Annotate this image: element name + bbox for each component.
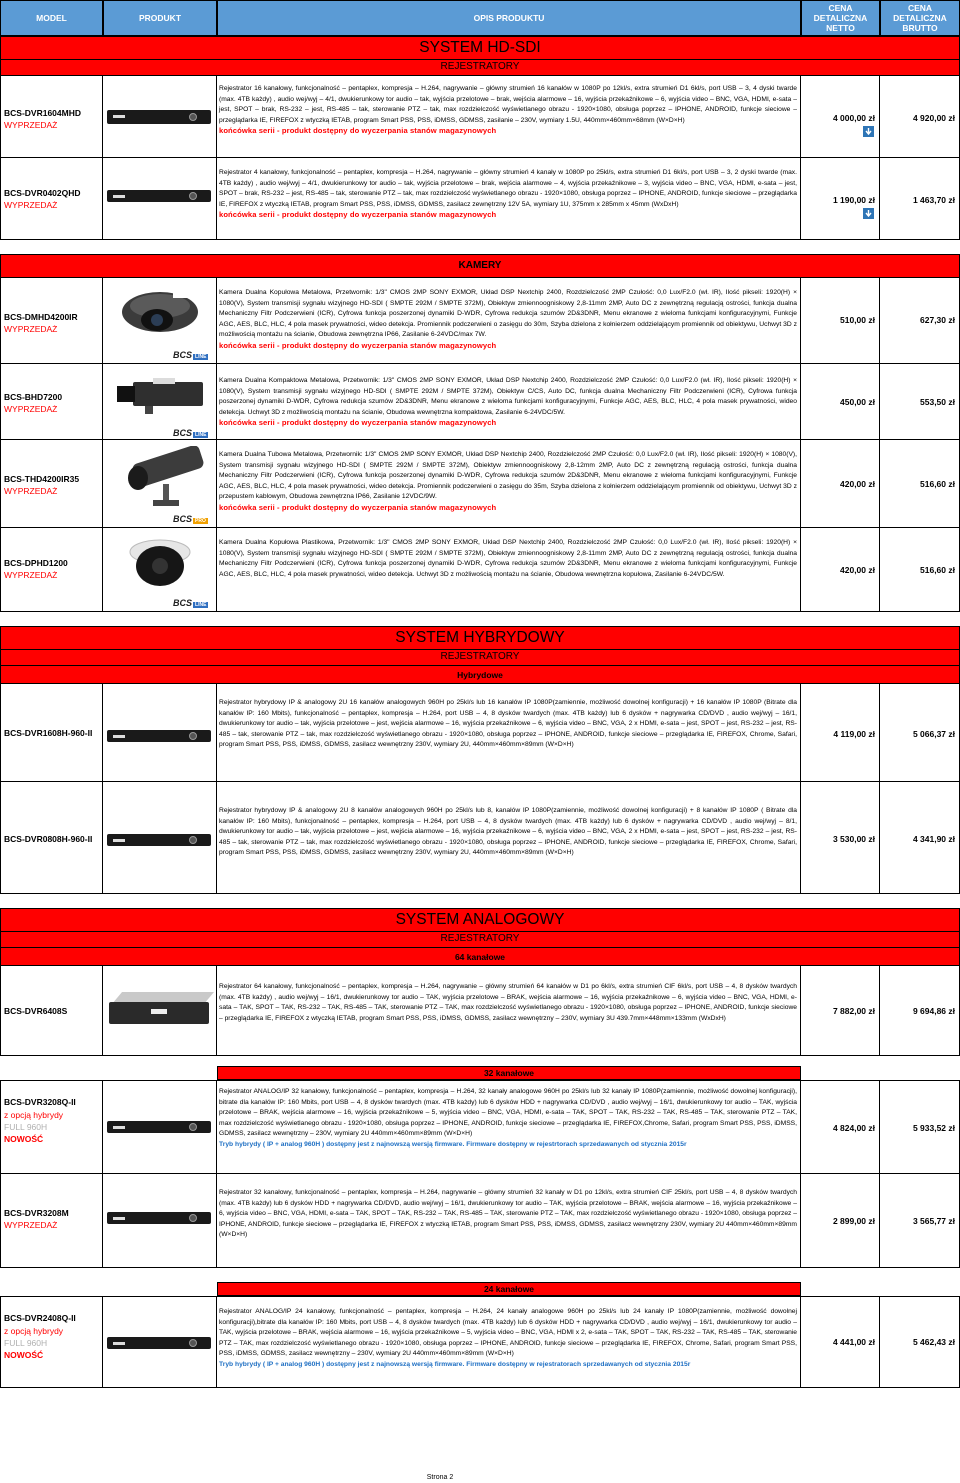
price-netto-cell xyxy=(801,528,880,612)
page-number: Strona 2 xyxy=(426,1474,454,1481)
section-title: SYSTEM HD-SDI xyxy=(419,39,541,56)
section-hd-sdi xyxy=(0,36,960,60)
model-name: BCS-DVR3208Q-II xyxy=(4,1097,76,1107)
status-badge: WYPRZEDAŻ xyxy=(4,570,58,580)
model-cell xyxy=(0,364,103,440)
bcs-logo: BCS PRO xyxy=(173,514,206,524)
price-brutto: 3 565,77 zł xyxy=(912,1216,955,1226)
price-netto: 4 824,00 zł xyxy=(832,1123,875,1133)
header-netto: CENA DETALICZNA NETTO xyxy=(801,0,880,36)
header-model: MODEL xyxy=(0,0,103,36)
new-badge: NOWOŚĆ xyxy=(4,1134,44,1144)
status-badge: WYPRZEDAŻ xyxy=(4,404,58,414)
product-image-cell xyxy=(103,1174,217,1268)
description-cell xyxy=(217,278,801,364)
status-badge: WYPRZEDAŻ xyxy=(4,120,58,130)
table-row xyxy=(0,782,960,894)
price-netto-cell xyxy=(801,278,880,364)
table-row xyxy=(0,684,960,782)
price-brutto: 5 066,37 zł xyxy=(912,729,955,739)
table-row xyxy=(0,440,960,528)
price-brutto: 516,60 zł xyxy=(920,565,955,575)
table-row xyxy=(0,278,960,364)
table-row xyxy=(0,1080,960,1174)
description-cell xyxy=(217,528,801,612)
product-image-cell xyxy=(103,684,217,782)
category-bar: 64 kanałowe xyxy=(0,948,960,966)
product-image-cell xyxy=(103,364,217,440)
product-image-cell xyxy=(103,528,217,612)
category-bar: 32 kanałowe xyxy=(217,1066,801,1080)
model-cell xyxy=(0,158,103,240)
table-header xyxy=(0,0,960,36)
model-name: BCS-DVR1604MHD xyxy=(4,108,81,118)
promo-text: końcówka serii - produkt dostępny do wyczerpania stanów magazynowych xyxy=(219,502,497,512)
product-image-cell xyxy=(103,1297,217,1388)
dvr-image xyxy=(107,110,211,124)
dome-camera-image xyxy=(115,284,205,346)
price-brutto: 553,50 zł xyxy=(920,397,955,407)
promo-text: końcówka serii - produkt dostępny do wyczerpania stanów magazynowych xyxy=(219,126,497,136)
hybrid-badge: z opcją hybrydy xyxy=(4,1110,64,1120)
tube-camera-image xyxy=(113,446,208,512)
model-cell xyxy=(0,278,103,364)
description-cell xyxy=(217,782,801,894)
description-cell xyxy=(217,440,801,528)
description-cell xyxy=(217,1297,801,1388)
product-description: Rejestrator hybrydowy IP & analogowy 2U 8 kanałów analogowych 960H po 25kl/s lub 8, kanałów IP 1080P(zamiennie, możliwość dowolnej konfiguracji) + 8 kanałów IP 1080P ( Bitrate dla kanałów IP: 160 Mbits), funkcjonalność – pentaplex, kompresja – H.264, port USB – 4, 8 dysków twardych (max. 4TB każdy) lub 6 dysków + nagrywarka CD/DVD , audio wej/wyj – 8/1, dwukierunkowy tor audio – tak, wyjścia przelotowe – jest, wejścia alarmowe – 16, wyjścia przekaźnikowe – 6, wyjścia video – BNC, VGA, 2 x HDMI, e-sata – jest, SPOT – jest, RS-232 – jest, RS-485 – tak, sterowanie PTZ – tak, max rozdzielczość wyświetlanego obrazu - 1920×1080, obsługa poprzez – IPHONE, ANDROID, funkcje sieciowe – przeglądarka IE, FIREFOX, Chrome, Safari, program Smart PSS, PSS, iDMSS, GDMSS, zasilacz wewnętrzny 230V, wymiary 2U, 440mm×460mm×89mm (W×D×H) xyxy=(219,807,797,857)
description-cell xyxy=(217,1174,801,1268)
table-row xyxy=(0,528,960,612)
new-badge: NOWOŚĆ xyxy=(4,1350,44,1360)
bcs-logo: BCS LINE xyxy=(173,598,207,608)
model-cell xyxy=(0,1297,103,1388)
price-netto-cell xyxy=(801,1297,880,1388)
price-netto: 4 119,00 zł xyxy=(833,729,875,739)
description-cell xyxy=(217,1081,801,1174)
description-cell xyxy=(217,364,801,440)
model-name: BCS-DVR0808H-960-II xyxy=(4,834,93,844)
model-name: BCS-DVR6408S xyxy=(4,1006,68,1016)
product-image-cell xyxy=(103,278,217,364)
bcs-logo: BCS LINE xyxy=(173,428,207,438)
download-icon[interactable] xyxy=(863,126,874,137)
model-cell xyxy=(0,528,103,612)
category-bar: 24 kanałowe xyxy=(217,1282,801,1296)
dome-camera-plastic-image xyxy=(125,534,195,592)
price-netto: 450,00 zł xyxy=(840,397,875,407)
product-description: Kamera Dualna Kompaktowa Metalowa, Przetwornik: 1/3" CMOS 2MP SONY EXMOR, Układ DSP Nextchip 2400, Rozdzielczość 2MP Czułość: 0,0 Lux/F2.0 (wł. IR), Ilość pikseli: 1920(H) × 1080(V), System transmisji sygnału wizyjnego HD-SDI ( SMPTE 292M / SMPTE 372M), Obiektyw C/CS, Auto DC, funkcja dualna Mechaniczny Filtr Podczerwieni (ICR), Cyfrowa funkcja poszerzonej dynamiki D-WDR, Cyfrowa redukcja szumów 2D&3DNR, Menu ekranowe z wieloma funkcjami konfiguracyjnymi, Funkcje AGC, AES, BLC, HLC, 4 pola masek prywatności, wideo detekcja. Uchwyt 3D z możliwością montażu na ścianie, Obudowa wewnętrzna kompaktowa, Zasilanie 6-24VDC/5W. końcówka serii - produkt dostępny do wyczerpania stanów magazynowych xyxy=(219,377,797,428)
price-netto: 7 882,00 zł xyxy=(832,1006,875,1016)
model-cell xyxy=(0,1174,103,1268)
section-kamery: KAMERY xyxy=(0,254,960,278)
product-description: Rejestrator 32 kanałowy, funkcjonalność – pentaplex, kompresja – H.264, nagrywanie – główny strumień 32 kanały w D1 po 12kl/s, extra strumień CIF 25kl/s, port USB – 4, 8 dysków twardych (max. 4TB każdy) lub 6 dysków HDD + nagrywarka CD/DVD, audio wej/wyj – 16/1, dwukierunkowy tor audio – TAK, wyjścia przelotowe – BRAK, wejścia alarmowe – 16, wyjścia przekaźnikowe – 6, wyjścia video – BNC, VGA, HDMI, e-sata – TAK, SPOT – TAK, RS-232 – TAK, RS-485 – TAK, sterowanie PTZ – TAK, max rozdzielczość wyświetlanego obrazu - 1920×1080, obsługa poprzez – IPHONE, ANDROID, funkcje sieciowe – przeglądarka IE, FIREFOX z wtyczką IETAB, program Smart PSS, PSS, iDMSS, GDMSS, zasilacz wewnętrzny 230V, wymiary 2U 440mm×460mm×89mm (W×D×H) xyxy=(219,1189,797,1239)
price-brutto-cell xyxy=(880,440,960,528)
model-name: BCS-DMHD4200IR xyxy=(4,312,78,322)
price-netto-cell xyxy=(801,1081,880,1174)
section-subtitle: REJESTRATORY xyxy=(0,932,960,948)
header-description: OPIS PRODUKTU xyxy=(217,0,801,36)
firmware-note: Tryb hybrydy ( IP + analog 960H ) dostępny jest z najnowszą wersją firmware. Firmware dostępny w rejestrtorach sprzedawanych od stycznia 2015r xyxy=(219,1140,687,1148)
table-row xyxy=(0,1296,960,1388)
table-row xyxy=(0,158,960,240)
price-netto: 2 899,00 zł xyxy=(832,1216,875,1226)
status-badge: WYPRZEDAŻ xyxy=(4,486,58,496)
model-cell xyxy=(0,684,103,782)
table-row xyxy=(0,966,960,1056)
description-cell xyxy=(217,966,801,1056)
header-product: PRODUKT xyxy=(103,0,217,36)
table-row xyxy=(0,76,960,158)
price-brutto-cell xyxy=(880,782,960,894)
price-brutto: 1 463,70 zł xyxy=(912,195,955,205)
price-brutto: 9 694,86 zł xyxy=(912,1006,955,1016)
price-brutto-cell xyxy=(880,278,960,364)
model-cell xyxy=(0,440,103,528)
price-netto-cell xyxy=(801,440,880,528)
model-name: BCS-DVR1608H-960-II xyxy=(4,728,93,738)
description-cell xyxy=(217,158,801,240)
model-cell xyxy=(0,76,103,158)
price-brutto-cell xyxy=(880,364,960,440)
price-netto: 420,00 zł xyxy=(840,479,875,489)
price-netto: 3 530,00 zł xyxy=(832,834,875,844)
product-description: Rejestrator 16 kanałowy, funkcjonalność – pentaplex, kompresja – H.264, nagrywanie – główny strumień 16 kanałów w 1080P po 12kl/s, extra strumień D1 6kl/s, port USB – 3, 4 dyski twarde (max. 4TB każdy) , audio wej/wyj – 4/1, dwukierunkowy tor audio – tak, wyjścia przelotowe – brak, wejścia alarmowe – 16, wyjścia przekaźnikowe – 6, wyjścia video – BNC, VGA, HDMI, e-sata – jest, SPOT – brak, RS-232 – jest, RS-485 – tak, sterowanie PTZ – tak, max rozdzielczość wyświetlanego obrazu - 1920×1080, obsługa poprzez – IPHONE, ANDROID, funkcje sieciowe – przeglądarka IE, FIREFOX z wtyczką IETAB, program Smart PSS, PSS, iDMSS, GDMSS, zasilanie – 230V, wymiary 1.5U, 440mm×460mm×68mm (W×D×H) końcówka serii - produkt dostępny do wyczerpania stanów magazynowych xyxy=(219,85,797,136)
price-netto: 420,00 zł xyxy=(840,565,875,575)
price-brutto-cell xyxy=(880,1081,960,1174)
dvr-3u-image xyxy=(109,992,209,1026)
price-brutto-cell xyxy=(880,158,960,240)
status-badge: WYPRZEDAŻ xyxy=(4,200,58,210)
model-cell xyxy=(0,1081,103,1174)
promo-text: końcówka serii - produkt dostępny do wyczerpania stanów magazynowych xyxy=(219,210,497,220)
product-description: Kamera Dualna Tubowa Metalowa, Przetwornik: 1/3" CMOS 2MP SONY EXMOR, Układ DSP Nextchip 2400, Rozdzielczość 2MP Czułość: 0,0 Lux/F2.0 (wł. IR), Ilość pikseli: 1920(H) × 1080(V), System transmisji sygnału wizyjnego HD-SDI ( SMPTE 292M / SMPTE 372M), Obiektyw zmiennoogniskowy 2,8-12mm 2MP, Auto DC z zewnętrzną regulacją ostrości, funkcja dualna Mechaniczny Filtr Podczerwieni (ICR), Cyfrowa funkcja poszerzonej dynamiki D-WDR, Cyfrowa redukcja szumów 2D&3DNR, Menu ekranowe z wieloma funkcjami konfiguracyjnymi, Funkcje AGC, AES, BLC, HLC, 4 pola masek prywatności, wideo detekcja. Promiennik podczerwieni o zasięgu do 35m, Szyba dzielona z kołnierzem oddzielającym promiennik od obiektywu, Uchwyt 3D z przepustem kablowym, Obudowa zewnętrzna IP66, Zasilanie 12VDC/9W. końcówka serii - produkt dostępny do wyczerpania stanów magazynowych xyxy=(219,451,797,512)
description-cell xyxy=(217,684,801,782)
dvr-image xyxy=(107,1121,211,1133)
description-cell xyxy=(217,76,801,158)
section-analog xyxy=(0,908,960,932)
product-description: Rejestrator 64 kanałowy, funkcjonalność – pentaplex, kompresja – H.264, nagrywanie – główny strumień 64 kanałów w D1 po 6kl/s, extra strumień CIF 6kl/s, port USB – 4, 8 dysków twardych (max. 4TB każdy) , audio wej/wyj – 16/1, dwukierunkowy tor audio – TAK, wyjścia przelotowe – BRAK, wejścia alarmowe – 16, wyjścia przekaźnikowe – 6, wyjścia video – BNC, VGA, HDMI, e-sata – TAK, SPOT – TAK, RS-232 – TAK, RS-485 – TAK, sterowanie PTZ – TAK, max rozdzielczość wyświetlanego obrazu - 1920×1080, obsługa poprzez – IPHONE, ANDROID, funkcje sieciowe – przeglądarka IE, FIREFOX z wtyczką IETAB, program Smart PSS, PSS, iDMSS, GDMSS, zasilacz wewnętrzny – 230V, wymiary 3U 439.7mm×448mm×133mm (WxDxH) xyxy=(219,983,797,1022)
product-image-cell xyxy=(103,440,217,528)
box-camera-image xyxy=(115,376,207,416)
price-brutto: 5 462,43 zł xyxy=(912,1337,955,1347)
model-name: BCS-BHD7200 xyxy=(4,392,63,402)
product-image-cell xyxy=(103,158,217,240)
model-cell xyxy=(0,966,103,1056)
price-brutto: 4 341,90 zł xyxy=(912,834,955,844)
price-brutto: 5 933,52 zł xyxy=(912,1123,955,1133)
price-netto-cell xyxy=(801,158,880,240)
model-name: BCS-DVR3208M xyxy=(4,1208,69,1218)
table-row xyxy=(0,1174,960,1268)
product-description: Rejestrator hybrydowy IP & analogowy 2U 16 kanałów analogowych 960H po 25kl/s lub 16 kanałów IP 1080P(zamiennie, możliwość dowolnej konfiguracji) + 16 kanałów IP 1080P (Bitrate dla kanałów IP: 160 Mbits), funkcjonalność – pentaplex, kompresja – H.264, port USB – 4, 8 dysków twardych (max. 4TB każdy) lub 6 dysków + nagrywarka CD/DVD , audio wej/wyj – 16/1, dwukierunkowy tor audio – tak, wyjścia przelotowe – jest, wejścia alarmowe – 16, wyjścia przekaźnikowe – 6, wyjścia video – BNC, VGA, 2 x HDMI, e-sata – jest, SPOT – jest, RS-232 – jest, RS-485 – tak, sterowanie PTZ – tak, max rozdzielczość wyświetlanego obrazu - 1920×1080, obsługa poprzez – IPHONE, ANDROID, funkcje sieciowe – przeglądarka IE, FIREFOX, Chrome, Safari, program Smart PSS, PSS, iDMSS, GDMSS, zasilacz wewnętrzny 230V, wymiary 2U, 440mm×460mm×89mm (W×D×H) xyxy=(219,699,797,749)
section-subtitle: REJESTRATORY xyxy=(0,650,960,666)
product-description: Rejestrator 4 kanałowy, funkcjonalność – pentaplex, kompresja – H.264, nagrywanie – główny strumień 4 kanały w 1080P po 25kl/s, extra strumień D1 6kl/s, port USB – 3, 2 dyski twarde (max. 4TB każdy) , audio wej/wyj – 4/1, dwukierunkowy tor audio – tak, wyjścia przelotowe – brak, wejścia alarmowe – 4, wyjścia przekaźnikowe – 3, wyjścia video – BNC, VGA, HDMI, e-sata – jest, SPOT – brak, RS-232 – jest, RS-485 – tak, sterowanie PTZ – tak, max rozdzielczość wyświetlanego obrazu - 1920×1080, obsługa poprzez – IPHONE, ANDROID, funkcje sieciowe – przeglądarka IE, FIREFOX z wtyczką IETAB, program Smart PSS, PSS, iDMSS, GDMSS, zasilacz zewnętrzny 12V 5A, wymiary 1U, 375mm x 285mm x 45mm (WxDxH) końcówka serii - produkt dostępny do wyczerpania stanów magazynowych xyxy=(219,169,797,220)
model-cell xyxy=(0,782,103,894)
price-netto: 1 190,00 zł xyxy=(832,195,875,205)
section-hybrid xyxy=(0,626,960,650)
price-brutto: 516,60 zł xyxy=(920,479,955,489)
download-icon[interactable] xyxy=(863,208,874,219)
section-title: SYSTEM HYBRYDOWY xyxy=(395,629,565,646)
header-brutto: CENA DETALICZNA BRUTTO xyxy=(880,0,960,36)
price-brutto: 4 920,00 zł xyxy=(912,113,955,123)
product-description: Kamera Dualna Kopułowa Plastikowa, Przetwornik: 1/3" CMOS 2MP SONY EXMOR, Układ DSP Nextchip 2400, Rozdzielczość 2MP Czułość: 0,0 Lux/F2.0 (wł. IR), Ilość pikseli: 1920(H) × 1080(V), System transmisji sygnału wizyjnego HD-SDI ( SMPTE 292M / SMPTE 372M), Obiektyw zmiennoogniskowy 2,8-11mm 2MP, Auto DC z zewnętrzną regulacją ostrości, funkcja dualna Mechaniczny Filtr Podczerwieni (ICR), Cyfrowa funkcja poszerzonej dynamiki D-WDR, Cyfrowa redukcja szumów 2D&3DNR, Menu ekranowe z wieloma funkcjami konfiguracyjnymi, Funkcje AGC, AES, BLC, HLC, 4 pola masek prywatności, wideo detekcja. Uchwyt 3D z możliwością montażu na ścianie, Obudowa wewnętrzna kopułowa, Zasilanie 6-24VDC/5W. xyxy=(219,539,797,578)
product-image-cell xyxy=(103,1081,217,1174)
promo-text: końcówka serii - produkt dostępny do wyczerpania stanów magazynowych xyxy=(219,418,497,428)
price-netto-cell xyxy=(801,966,880,1056)
category-bar: Hybrydowe xyxy=(0,666,960,684)
price-brutto-cell xyxy=(880,76,960,158)
price-brutto-cell xyxy=(880,966,960,1056)
model-name: BCS-DPHD1200 xyxy=(4,558,68,568)
table-row xyxy=(0,364,960,440)
product-description: Kamera Dualna Kopułowa Metalowa, Przetwornik: 1/3" CMOS 2MP SONY EXMOR, Układ DSP Nextchip 2400, Rozdzielczość 2MP Czułość: 0,0 Lux/F2.0 (wł. IR), Ilość pikseli: 1920(H) × 1080(V), System transmisji sygnału wizyjnego HD-SDI ( SMPTE 292M / SMPTE 372M), Obiektyw zmiennoogniskowy 2,8-11mm 2MP, Auto DC z zewnętrzną regulacją ostrości, funkcja dualna Mechaniczny Filtr Podczerwieni (ICR), Cyfrowa funkcja poszerzonej dynamiki D-WDR, Cyfrowa redukcja szumów 2D&3DNR, Menu ekranowe z wieloma funkcjami konfiguracyjnymi, Funkcje AGC, AES, BLC, HLC, 4 pola masek prywatności, wideo detekcja. Promiennik podczerwieni o zasięgu do 30m, Szyba dzielona z kołnierzem oddzielającym promiennik od obiektywu, Uchwyt 3D z możliwością montażu na ścianie, Obudowa zewnętrzna IP66, Zasilanie 6-24VDC/max 7W. końcówka serii - produkt dostępny do wyczerpania stanów magazynowych xyxy=(219,289,797,350)
firmware-note: Tryb hybrydy ( IP + analog 960H ) dostępny jest z najnowszą wersją firmware. Firmware dostępny w rejestratorach sprzedawanych od stycznia 2015r xyxy=(219,1360,691,1368)
price-netto-cell xyxy=(801,1174,880,1268)
dvr-image xyxy=(107,730,211,742)
price-brutto: 627,30 zł xyxy=(920,315,955,325)
status-badge: WYPRZEDAŻ xyxy=(4,1220,58,1230)
full960h-badge: FULL 960H xyxy=(4,1122,48,1132)
model-name: BCS-DVR0402QHD xyxy=(4,188,81,198)
bcs-logo: BCS LINE xyxy=(173,350,207,360)
dvr-image xyxy=(107,834,211,846)
product-description: Rejestrator ANALOG/IP 32 kanałowy, funkcjonalność – pentaplex, kompresja – H.264, 32 kanały analogowe 960H po 25kl/s lub 32 kanały IP 1080P(zamiennie, możliwość dowolnej konfiguracji), bitrate dla kanałów IP: 160 Mbits, port USB – 4, 8 dysków twardych (max. 4TB każdy) lub 6 dysków HDD + nagrywarka CD/DVD , audio wej/wyj – 16/1, dwukierunkowy tor audio – TAK, wyjścia przelotowe – BRAK, wejścia alarmowe – 16, wyjścia przekaźnikowe – 5, wyjścia video – BNC, VGA, HDMI, e-sata – TAK, SPOT – TAK, RS-232 – TAK, RS-485 – TAK, sterowanie PTZ – TAK, max rozdzielczość wyświetlanego obrazu - 1920×1080, obsługa poprzez – IPHONE, ANDROID, funkcje sieciowe – przeglądarka IE, FIREFOX,Chrome, Safari, program Smart PSS, PSS, iDMSS, GDMSS, zasilacz wewnętrzny – 230V, wymiary 2U 440mm×460mm×89mm (W×D×H) Tryb hybrydy ( IP + analog 960H ) dostępny jest z najnowszą wersją firmware. Firmware dostępny w rejestrtorach sprzedawanych od stycznia 2015r xyxy=(219,1088,797,1148)
full960h-badge: FULL 960H xyxy=(4,1338,48,1348)
dvr-image xyxy=(107,190,211,202)
dvr-image xyxy=(107,1337,211,1349)
price-netto: 510,00 zł xyxy=(840,315,875,325)
price-netto: 4 000,00 zł xyxy=(832,113,875,123)
section-subtitle: REJESTRATORY xyxy=(0,60,960,76)
model-name: BCS-THD4200IR35 xyxy=(4,474,80,484)
price-netto-cell xyxy=(801,364,880,440)
price-netto: 4 441,00 zł xyxy=(832,1337,875,1347)
hybrid-badge: z opcją hybrydy xyxy=(4,1326,64,1336)
price-netto-cell xyxy=(801,76,880,158)
price-netto-cell xyxy=(801,684,880,782)
status-badge: WYPRZEDAŻ xyxy=(4,324,58,334)
price-brutto-cell xyxy=(880,528,960,612)
promo-text: końcówka serii - produkt dostępny do wyczerpania stanów magazynowych xyxy=(219,340,497,350)
price-brutto-cell xyxy=(880,1174,960,1268)
price-brutto-cell xyxy=(880,684,960,782)
price-brutto-cell xyxy=(880,1297,960,1388)
product-image-cell xyxy=(103,782,217,894)
product-image-cell xyxy=(103,966,217,1056)
dvr-image xyxy=(107,1212,211,1224)
price-netto-cell xyxy=(801,782,880,894)
model-name: BCS-DVR2408Q-II xyxy=(4,1313,76,1323)
product-image-cell xyxy=(103,76,217,158)
product-description: Rejestrator ANALOG/IP 24 kanałowy, funkcjonalność – pentaplex, kompresja – H.264, 24 kanały analogowe 960H po 25kl/s lub 24 kanały IP 1080P(zamiennie, możliwość dowolnej konfiguracji),bitrate dla kanałów IP: 160 Mbits, port USB – 4, 8 dysków twardych (max. 4TB każdy) lub 6 dysków HDD + nagrywarka CD/DVD , audio wej/wyj – 16/1, dwukierunkowy tor audio – TAK, wyjścia przelotowe – BRAK, wejścia alarmowe – 16, wyjścia przekaźnikowe – 5, wyjścia video – BNC, VGA, HDMI x 2, e-sata – TAK, SPOT – TAK, RS-232 – TAK, RS-485 – TAK, sterowanie PTZ – TAK, max rozdzielczość wyświetlanego obrazu - 1920×1080, obsługa poprzez – IPHONE, ANDROID, funkcje sieciowe – przeglądarka IE, FIREFOX, Chrome, Safari, program Smart PSS, PSS, iDMSS, GDMSS, zasilacz wewnętrzny – 230V, wymiary 2U 440mm×460mm×89mm (W×D×H) Tryb hybrydy ( IP + analog 960H ) dostępny jest z najnowszą wersją firmware. Firmware dostępny w rejestratorach sprzedawanych od stycznia 2015r xyxy=(219,1308,797,1368)
section-title: SYSTEM ANALOGOWY xyxy=(395,911,565,928)
